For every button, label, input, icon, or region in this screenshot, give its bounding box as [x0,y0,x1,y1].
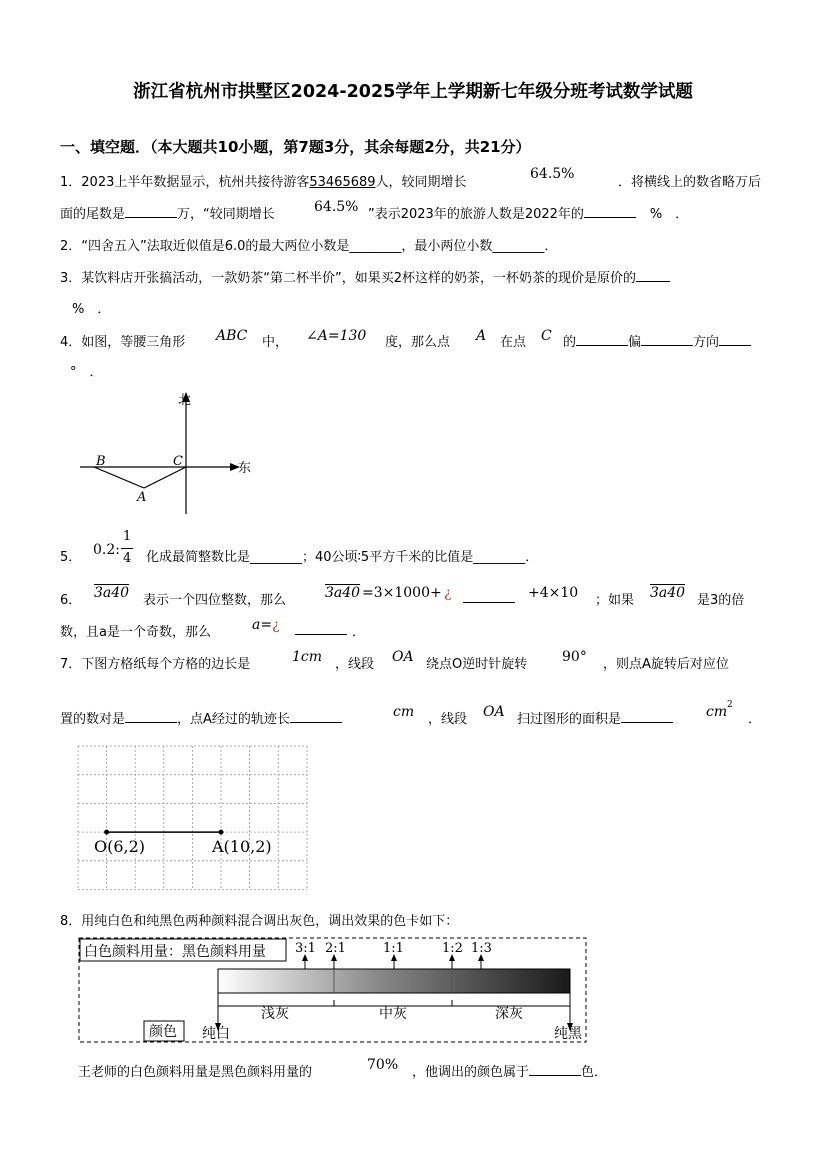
zone-medium-gray: 中灰 [379,1006,407,1022]
ratio-2-1: 2:1 [325,941,346,956]
question-2: 2．“四舍五入”法取近似值是6.0的最大两位小数是________，最小两位小数________． [60,239,558,254]
angle-expression: ∠A=130 [306,328,367,344]
segment-oa-2: OA [483,704,505,720]
point-a-label: A [476,328,487,344]
page-title: 浙江省杭州市拱墅区2024-2025学年上学期新七年级分班考试数学试题 [133,82,693,102]
expansion-expression: =3×1000+ [362,585,442,601]
question-4-tail: ° ． [70,365,103,380]
four-digit-number-2: 3a40 [325,585,361,601]
question-6-f: 数，且a是一个奇数，那么 [60,625,211,640]
growth-percent-2: 64.5% [314,199,359,215]
question-6-number: 6． [60,593,82,608]
red-placeholder-mark: ¿ [444,585,452,601]
triangle-name: ABC [216,328,248,344]
question-8-c: ，他调出的颜色属于 色． [412,1065,608,1080]
a-equals: a=¿ [252,617,280,633]
growth-percent: 64.5% [530,166,575,182]
question-3-tail: % ． [72,302,111,317]
fraction-numerator: 1 [123,529,132,544]
answer-blank[interactable] [621,710,673,723]
pure-white-label: 纯白 [202,1026,230,1042]
ratio-left: 0.2: [93,542,120,558]
question-7-b: ，线段 [335,657,375,672]
ratio-3-1: 3:1 [295,941,316,956]
question-4-e: 的 偏 方向 [563,331,751,350]
answer-blank[interactable] [584,205,636,218]
question-1-line-2: 面的尾数是 万，“较同期增长 [60,207,275,222]
vertex-c-label: C [173,454,183,469]
answer-blank[interactable] [290,710,342,723]
zone-dark-gray: 深灰 [495,1006,523,1022]
expansion-tail: +4×10 [528,585,579,601]
square-superscript: 2 [727,700,733,710]
rotation-degree: 90° [562,649,587,665]
cm-unit: cm [393,704,415,720]
vertex-b-label: B [96,454,106,469]
question-7-g: ，线段 [428,712,468,727]
color-card-figure [76,934,590,1046]
section-heading: 一、填空题．（本大题共10小题，第7题3分，其余每题2分，共21分） [60,138,531,156]
answer-blank[interactable] [529,1063,581,1076]
question-7-i: ． [748,712,762,727]
question-8-a: 8．用纯白色和纯黑色两种颜料混合调出灰色，调出效果的色卡如下： [60,914,459,929]
question-1-tail: ．将横线上的数省略万后 [618,175,762,190]
question-4-d: 在点 [500,335,527,350]
ratio-1-2: 1:2 [442,941,463,956]
segment-oa: OA [392,649,414,665]
question-4-b: 中， [262,335,289,350]
answer-blank[interactable] [295,622,347,635]
answer-blank[interactable] [125,205,177,218]
north-label: 北 [178,393,192,408]
paint-percent: 70% [367,1057,399,1073]
answer-blank[interactable] [576,333,628,346]
answer-blank[interactable] [636,269,670,282]
question-7-e: 置的数对是 ，点A经过的轨迹长 [60,708,342,727]
question-6-d: ；如果 [595,593,635,608]
question-6-h: ． [352,625,366,640]
compass-figure [76,388,256,516]
question-8-b: 王老师的白色颜料用量是黑色颜料用量的 [78,1065,313,1080]
question-6-e: 是3的倍 [697,593,745,608]
question-5-text: 化成最简整数比是________；40公顷∶5平方千米的比值是________． [146,550,539,565]
visitor-count: 53465689 [309,175,376,190]
question-7-d: ，则点A旋转后对应位 [603,657,729,672]
fraction-bar [121,548,133,549]
question-5-number: 5． [60,550,82,565]
question-3: 3．某饮料店开张搞活动，一款奶茶“第二杯半价”，如果买2杯这样的奶茶，一杯奶茶的现价是原价的 [60,267,670,286]
answer-blank[interactable] [125,710,177,723]
answer-blank[interactable] [641,333,693,346]
east-label: 东 [238,461,252,476]
color-label: 颜色 [149,1024,177,1040]
point-a-coord-label: A(10,2) [212,837,272,856]
ratio-1-3: 1:3 [471,941,492,956]
ratio-header: 白色颜料用量：黑色颜料用量 [84,944,266,960]
question-7-a: 7．下图方格纸每个方格的边长是 [60,657,251,672]
grid-figure [76,744,310,894]
question-4-c: 度，那么点 [385,335,451,350]
answer-blank[interactable] [463,590,515,603]
question-1-line-2b: ”表示2023年的旅游人数是2022年的 % ． [368,207,689,222]
ratio-1-1: 1:1 [383,941,404,956]
question-7-c: 绕点O逆时针旋转 [426,657,528,672]
four-digit-number: 3a40 [94,585,130,601]
point-c-label: C [541,328,552,344]
question-4-a: 4．如图，等腰三角形 [60,335,186,350]
question-6-b: 表示一个四位整数，那么 [143,593,287,608]
fraction-denominator: 4 [123,551,132,566]
square-cm-unit: cm [706,704,728,720]
point-o-label: O(6,2) [94,837,146,856]
question-1-line-1: 1．2023上半年数据显示，杭州共接待游客53465689人，较同期增长 [60,175,467,190]
pure-black-label: 纯黑 [554,1026,582,1042]
unit-length: 1cm [292,649,323,665]
question-7-h: 扫过图形的面积是 [517,708,673,727]
zone-light-gray: 浅灰 [261,1006,289,1022]
vertex-a-label: A [137,490,147,505]
answer-blank[interactable] [719,333,751,346]
four-digit-number-3: 3a40 [650,585,686,601]
